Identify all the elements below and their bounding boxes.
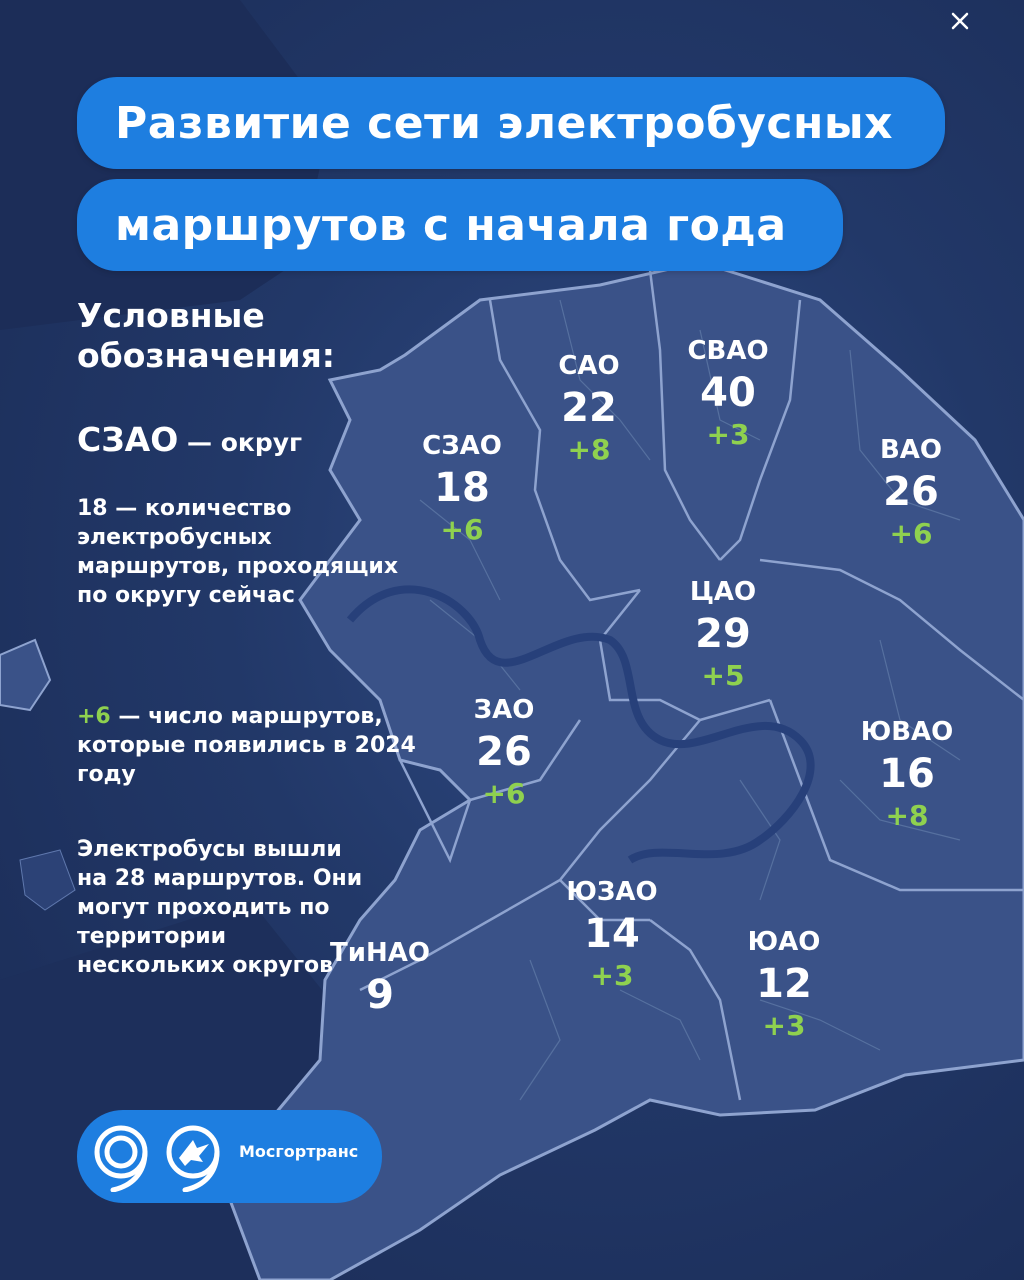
district-route-count: 26 <box>883 469 939 515</box>
district-route-count: 16 <box>879 751 935 797</box>
district-szao <box>372 430 552 546</box>
district-route-delta: +8 <box>885 799 929 832</box>
mosgortrans-brand-name: Мосгортранс <box>239 1142 359 1161</box>
district-route-delta: +3 <box>762 1009 806 1042</box>
small-island-2 <box>20 850 75 910</box>
district-yuzao <box>522 876 702 992</box>
legend-count-text: — количество электробусных маршрутов, проходящих по округу сейчас <box>77 496 399 608</box>
district-abbr: ЦАО <box>689 577 757 607</box>
legend-okrug-text: — округ <box>186 428 303 457</box>
district-vao <box>821 434 1001 550</box>
legend-note: Электробусы вышли на 28 маршрутов. Они могут проходить по территории нескольких округов <box>77 837 363 978</box>
title-line-1: Развитие сети электробусных <box>77 77 945 169</box>
legend-plus-example: +6 <box>77 704 111 729</box>
small-island <box>0 640 50 710</box>
legend-okrug-row <box>77 420 302 459</box>
district-abbr: ЗАО <box>473 695 535 725</box>
district-route-delta: +6 <box>482 777 526 810</box>
district-route-count: 22 <box>561 385 617 431</box>
district-route-count: 18 <box>434 465 490 511</box>
district-abbr: ЮВАО <box>860 717 954 747</box>
logo-badge <box>77 1110 382 1203</box>
district-abbr: СВАО <box>687 336 769 366</box>
district-svao <box>638 335 818 451</box>
district-route-delta: +6 <box>440 513 484 546</box>
district-yuvao <box>817 716 997 832</box>
district-route-delta: +3 <box>590 959 634 992</box>
legend-okrug-example: СЗАО <box>77 420 179 459</box>
legend-plus-text: — число маршрутов, которые появились в 2024 году <box>77 704 416 787</box>
district-route-delta: +8 <box>567 433 611 466</box>
district-abbr: СЗАО <box>422 431 502 461</box>
mosgortrans-logo-icon <box>163 1122 229 1192</box>
close-x-icon[interactable] <box>953 14 967 28</box>
district-zao <box>414 694 594 810</box>
district-route-delta: +6 <box>889 517 933 550</box>
district-route-count: 26 <box>476 729 532 775</box>
legend-plus-row <box>77 702 437 789</box>
district-abbr: ТиНАО <box>330 938 430 968</box>
district-route-count: 9 <box>366 972 394 1018</box>
district-tsao <box>633 576 813 692</box>
title-line-2: маршрутов с начала года <box>77 179 843 271</box>
moscow-transport-logo-icon <box>91 1122 153 1192</box>
district-abbr: ЮАО <box>747 927 821 957</box>
district-route-count: 40 <box>700 370 756 416</box>
district-abbr: ЮЗАО <box>566 877 658 907</box>
district-route-delta: +5 <box>701 659 745 692</box>
district-yuao <box>694 926 874 1042</box>
legend-heading: Условные обозначения: <box>77 296 335 375</box>
district-abbr: ВАО <box>879 435 943 465</box>
district-route-delta: +3 <box>706 418 750 451</box>
district-route-count: 12 <box>756 961 812 1007</box>
district-route-count: 14 <box>584 911 640 957</box>
district-abbr: САО <box>558 351 620 381</box>
district-tinao <box>290 937 470 1021</box>
legend-count-example: 18 <box>77 496 108 521</box>
legend-count-row <box>77 494 417 610</box>
district-route-count: 29 <box>695 611 751 657</box>
